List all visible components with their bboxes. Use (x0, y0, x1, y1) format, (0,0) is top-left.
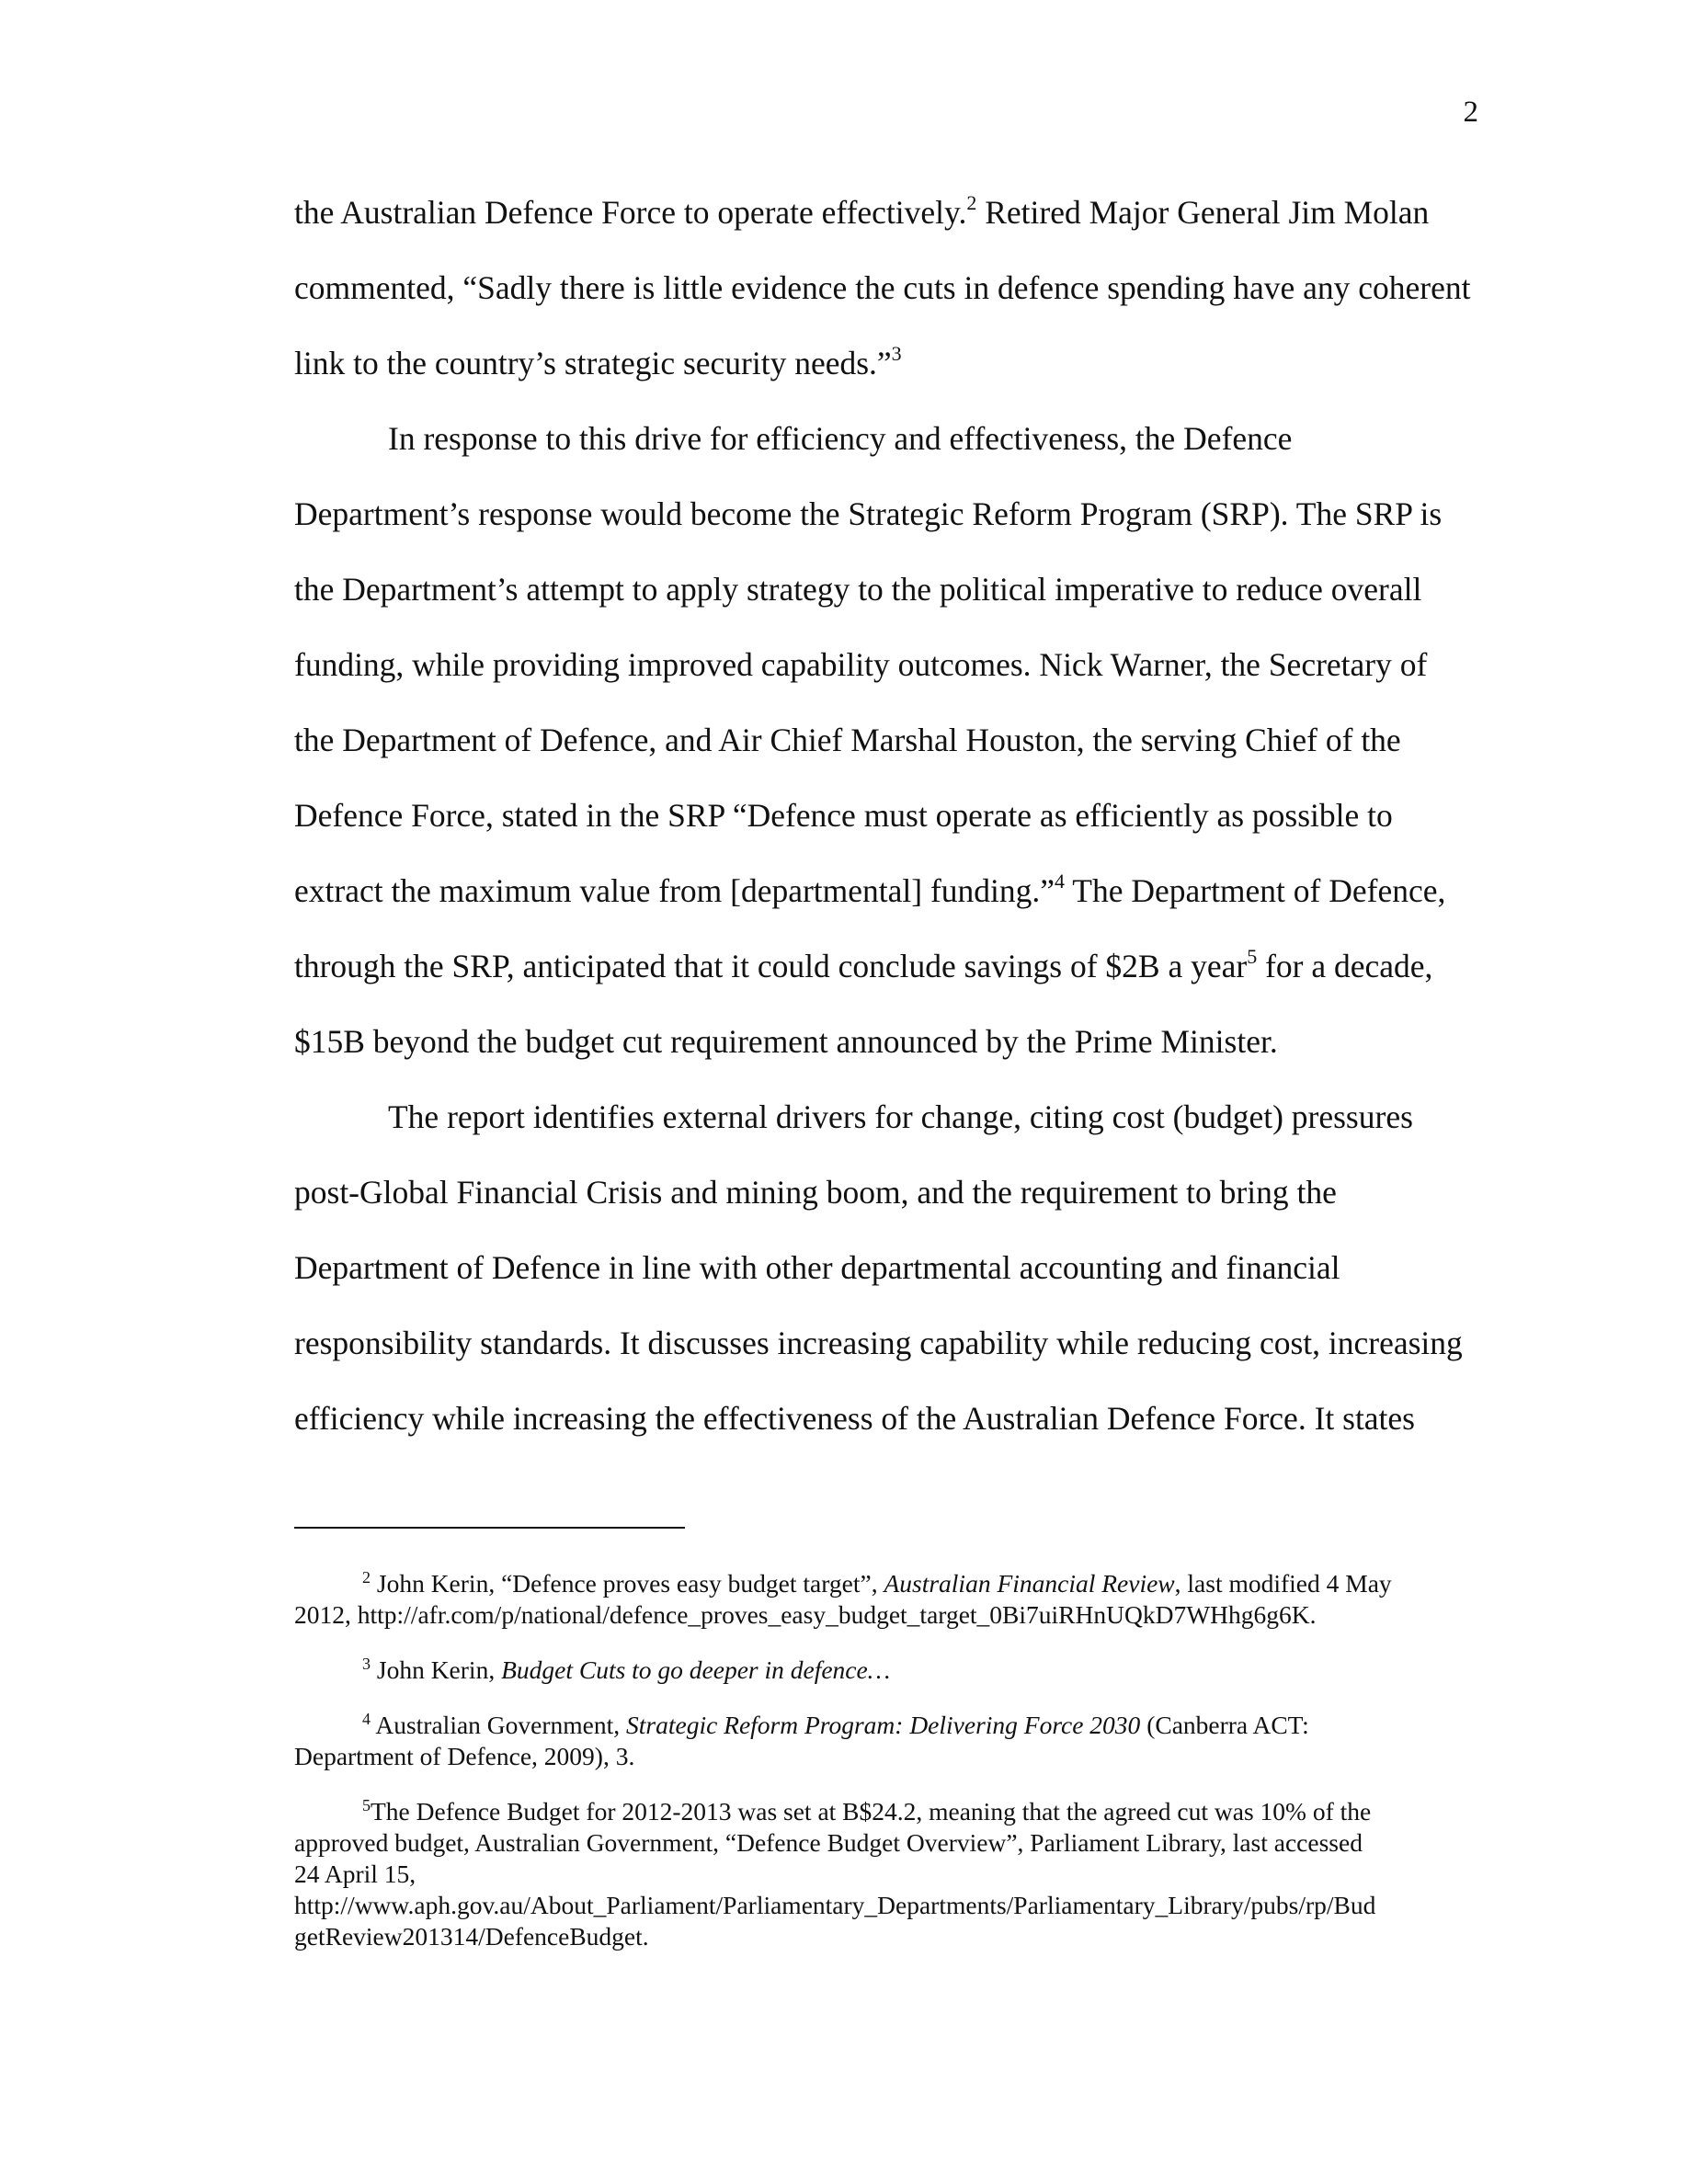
footnote-2 (294, 1568, 1489, 1631)
footnote-line: 24 April 15, (294, 1860, 416, 1888)
footnote-source-title: Australian Financial Review (884, 1569, 1175, 1598)
footnote-text: Australian Government, (375, 1711, 626, 1739)
body-line: commented, “Sadly there is little evidence the cuts in defence spending have any coherent (294, 269, 1471, 306)
footnote-line (294, 1710, 1489, 1741)
footnote-ref: 2 (966, 191, 977, 214)
footnote-3 (294, 1655, 1489, 1686)
line-text: through the SRP, anticipated that it could conclude savings of $2B a year (294, 948, 1248, 984)
paragraph-start-line: In response to this drive for efficiency and effectiveness, the Defence (388, 420, 1293, 457)
body-line: $15B beyond the budget cut requirement announced by the Prime Minister. (294, 1023, 1278, 1060)
footnotes (294, 1568, 1489, 1976)
body-line: Department’s response would become the Strategic Reform Program (SRP). The SRP is (294, 495, 1443, 532)
footnote-line (294, 1568, 1489, 1599)
line-text-continued: for a decade, (1257, 948, 1433, 984)
paragraph-start-line: The report identifies external drivers for change, citing cost (budget) pressures (388, 1098, 1413, 1135)
footnote-number: 4 (362, 1710, 371, 1728)
line-text: link to the country’s strategic security needs.” (294, 345, 892, 381)
body-line: Department of Defence in line with other departmental accounting and financial (294, 1249, 1340, 1286)
footnote-4 (294, 1710, 1489, 1772)
body-line: the Department of Defence, and Air Chief Marshal Houston, the serving Chief of the (294, 722, 1401, 758)
line-text-continued: Retired Major General Jim Molan (976, 194, 1430, 231)
footnote-source-title: Budget Cuts to go deeper in defence… (501, 1655, 891, 1684)
footnote-text: The Defence Budget for 2012-2013 was set at B$24.2, meaning that the agreed cut was 10% of the (371, 1797, 1372, 1826)
footnote-number: 2 (362, 1568, 371, 1587)
body-line (294, 325, 1480, 401)
footnote-separator (294, 1527, 685, 1529)
footnote-line (294, 1655, 1489, 1686)
body-line: responsibility standards. It discusses increasing capability while reducing cost, increasing (294, 1325, 1463, 1361)
body-line: funding, while providing improved capability outcomes. Nick Warner, the Secretary of (294, 646, 1428, 683)
body-text (294, 175, 1480, 1456)
footnote-5 (294, 1796, 1489, 1952)
footnote-number: 3 (362, 1655, 371, 1673)
body-line (294, 175, 1480, 250)
footnote-ref: 5 (1247, 945, 1258, 968)
body-line: post-Global Financial Crisis and mining boom, and the requirement to bring the (294, 1174, 1337, 1211)
footnote-url-line: getReview201314/DefenceBudget. (294, 1922, 649, 1951)
footnote-line: approved budget, Australian Government, “Defence Budget Overview”, Parliament Library, last accessed (294, 1828, 1363, 1857)
footnote-text: , last modified 4 May (1174, 1569, 1392, 1598)
body-line (294, 853, 1480, 928)
footnote-source-title: Strategic Reform Program: Delivering Force 2030 (626, 1711, 1141, 1739)
footnote-number: 5 (362, 1796, 371, 1814)
footnote-line: Department of Defence, 2009), 3. (294, 1742, 635, 1770)
body-line: the Department’s attempt to apply strategy to the political imperative to reduce overall (294, 571, 1422, 608)
footnote-line (294, 1796, 1489, 1827)
body-line: Defence Force, stated in the SRP “Defence must operate as efficiently as possible to (294, 797, 1393, 834)
line-text: extract the maximum value from [departmental] funding.” (294, 872, 1055, 909)
body-line (294, 928, 1480, 1004)
footnote-text: John Kerin, “Defence proves easy budget target”, (376, 1569, 884, 1598)
footnote-text: John Kerin, (376, 1655, 502, 1684)
footnote-url-line: http://www.aph.gov.au/About_Parliament/Parliamentary_Departments/Parliamentary_Library/pubs/rp/Bud (294, 1891, 1376, 1919)
body-line: efficiency while increasing the effectiveness of the Australian Defence Force. It states (294, 1400, 1415, 1437)
page-number: 2 (1463, 96, 1478, 129)
footnote-text: (Canberra ACT: (1140, 1711, 1309, 1739)
footnote-line: 2012, http://afr.com/p/national/defence_proves_easy_budget_target_0Bi7uiRHnUQkD7WHhg6g6K. (294, 1600, 1317, 1629)
line-text-continued: The Department of Defence, (1065, 872, 1446, 909)
footnote-ref: 3 (891, 342, 902, 365)
footnote-ref: 4 (1055, 870, 1066, 893)
line-text: the Australian Defence Force to operate effectively. (294, 194, 967, 231)
